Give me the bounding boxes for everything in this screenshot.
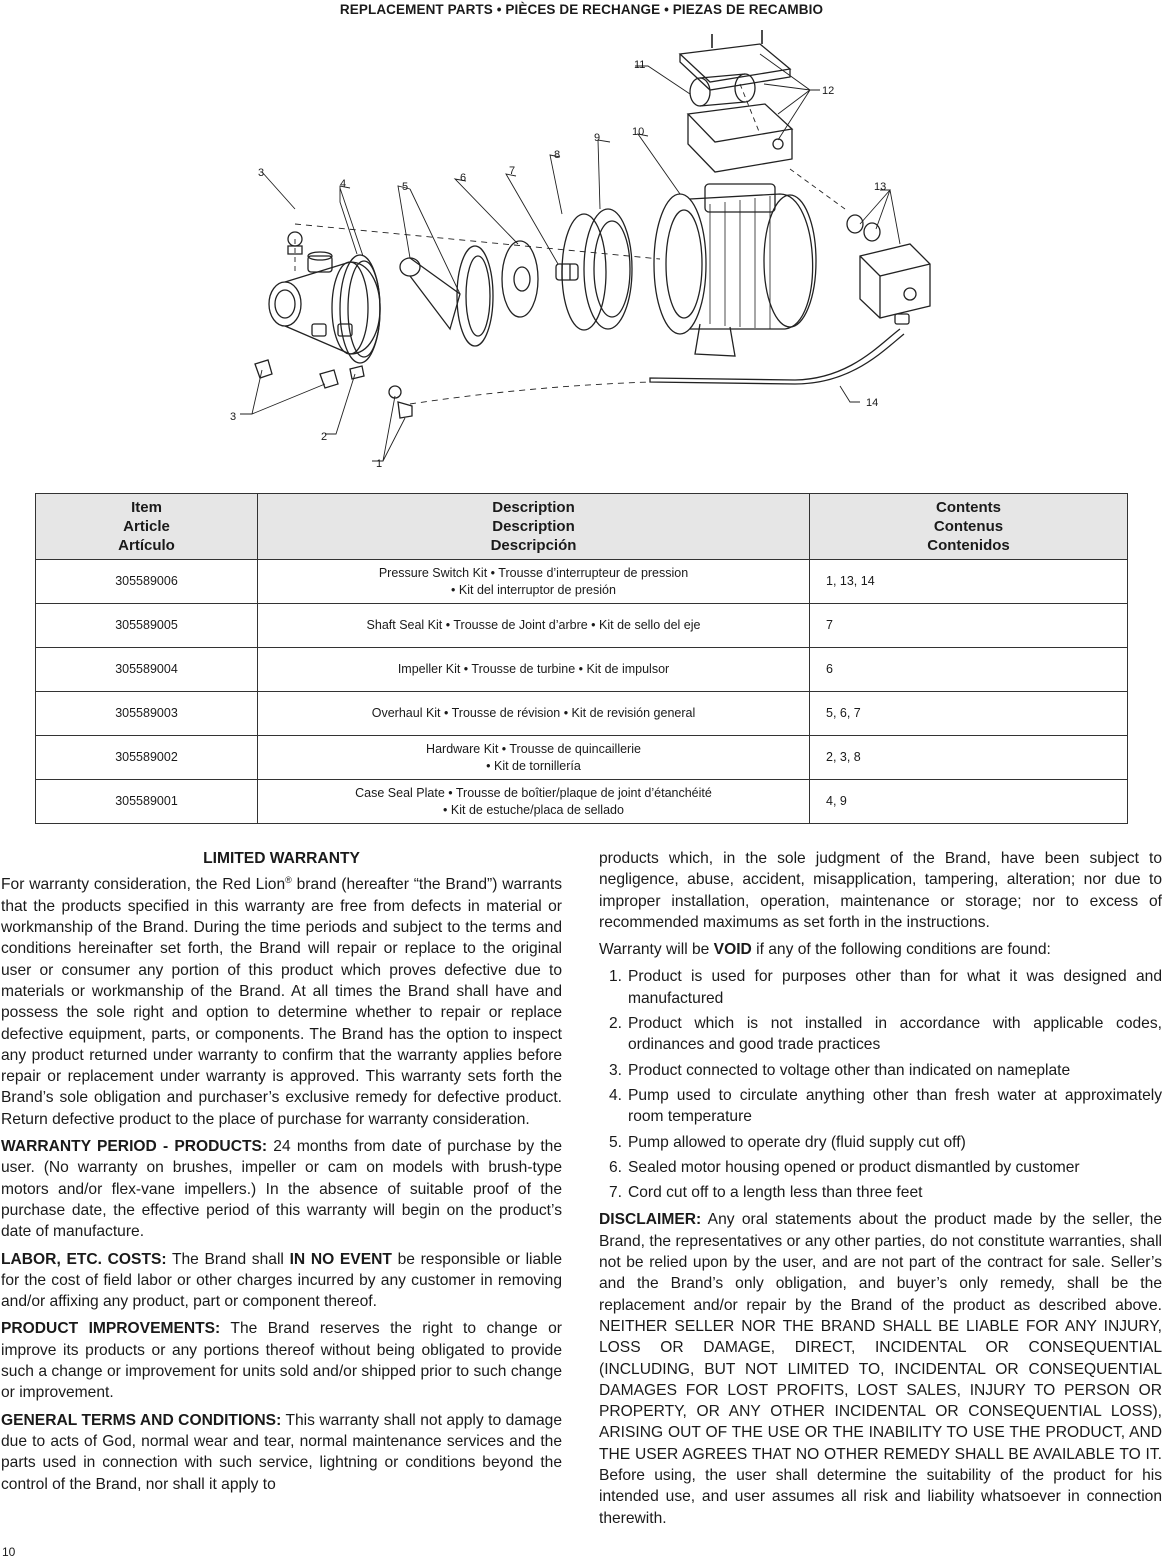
void-conditions-intro: Warranty will be VOID if any of the following conditions are found: <box>599 941 1051 959</box>
table-row <box>36 648 1128 692</box>
list-item: 6. Sealed motor housing opened or product dismantled by customer <box>609 1158 1080 1176</box>
pump-case <box>269 232 380 354</box>
page-number: 10 <box>2 1545 16 1559</box>
callout-5: 5 <box>402 181 409 193</box>
void-conditions-list <box>599 966 1162 1203</box>
callout-9: 9 <box>594 132 601 144</box>
callout-2: 2 <box>321 431 328 443</box>
item-contents: 5, 6, 7 <box>810 692 1128 736</box>
labor-costs: LABOR, ETC. COSTS: The Brand shall IN NO EVENT be responsible or liable for the cost of field labor or other charges incurred by any customer in removing and/or affixing any product, part or component thereof. <box>1 1250 562 1311</box>
replacement-parts-table <box>35 493 1128 824</box>
callout-10: 10 <box>632 126 645 138</box>
item-number: 305589001 <box>36 780 258 824</box>
callout-12: 12 <box>822 85 835 97</box>
list-item: 7. Cord cut off to a length less than three feet <box>609 1184 923 1202</box>
table-header-row <box>36 494 1128 560</box>
general-terms-continued: products which, in the sole judgment of the Brand, have been subject to negligence, abuse, accident, misapplication, tampering, alteration; nor due to improper installation, operation, maintenance or storage; nor to excess of recommended maximums as set forth in the instructions. <box>599 850 1162 931</box>
warranty-left-column <box>1 848 562 1501</box>
item-contents: 6 <box>810 648 1128 692</box>
table-row <box>36 692 1128 736</box>
callout-8: 8 <box>554 149 561 161</box>
item-description: Shaft Seal Kit • Trousse de Joint d’arbre • Kit de sello del eje <box>258 604 810 648</box>
seal-plate <box>584 209 632 329</box>
item-number: 305589006 <box>36 560 258 604</box>
item-contents: 7 <box>810 604 1128 648</box>
warranty-right-column <box>599 848 1162 1535</box>
item-description: Impeller Kit • Trousse de turbine • Kit de impulsor <box>258 648 810 692</box>
table-row <box>36 780 1128 824</box>
item-number: 305589003 <box>36 692 258 736</box>
general-terms-start: GENERAL TERMS AND CONDITIONS: This warranty shall not apply to damage due to acts of God, normal wear and tear, normal maintenance services and the parts used in connection with such service, lightning or conditions beyond the control of the Brand, nor shall it apply to <box>1 1411 563 1493</box>
item-number: 305589004 <box>36 648 258 692</box>
list-item: 2. Product which is not installed in accordance with applicable codes, ordinances and good trade practices <box>609 1015 1162 1054</box>
callout-14: 14 <box>866 397 879 409</box>
motor <box>654 184 816 356</box>
item-description: Pressure Switch Kit • Trousse d’interrupteur de pression • Kit del interruptor de presión <box>258 560 810 604</box>
item-number: 305589002 <box>36 736 258 780</box>
callout-13: 13 <box>874 181 887 193</box>
callout-3-top: 3 <box>258 167 265 179</box>
diffuser-venturi <box>400 246 493 346</box>
product-improvements: PRODUCT IMPROVEMENTS: The Brand reserves the right to change or improve its products or any portions thereof without being obligated to provide such a change or improvement for units sold and/or shipped prior to such change or improvement. <box>1 1320 562 1402</box>
terminal-box-cover <box>680 30 792 172</box>
table-row <box>36 560 1128 604</box>
list-item: 4. Pump used to circulate anything other than fresh water at approximately room temperature <box>609 1086 1162 1126</box>
warranty-title: LIMITED WARRANTY <box>203 850 360 867</box>
item-contents: 1, 13, 14 <box>810 560 1128 604</box>
header-contents: Contents Contenus Contenidos <box>810 494 1128 560</box>
power-cord <box>650 329 904 384</box>
item-description: Overhaul Kit • Trousse de révision • Kit de revisión general <box>258 692 810 736</box>
general-terms-text: This warranty shall not apply to damage due to acts of God, normal wear and tear, normal maintenance services and the parts used in connection with such service, lightning or conditions beyond the control of the Brand, nor shall it apply to <box>1 1411 563 1493</box>
callout-6: 6 <box>460 172 467 184</box>
list-item: 5. Pump allowed to operate dry (fluid supply cut off) <box>609 1133 966 1151</box>
item-contents: 2, 3, 8 <box>810 736 1128 780</box>
warranty-period: WARRANTY PERIOD - PRODUCTS: 24 months from date of purchase by the user. (No warranty on brushes, impeller or cam on models with brush-type motors and/or flex-vane impellers.) In the absence of suitable proof of the purchase date, the effective period of this warranty will begin on the product’s date of manufacture. <box>1 1138 563 1241</box>
item-description: Case Seal Plate • Trousse de boîtier/plaque de joint d’étanchéité • Kit de estuche/placa de sellado <box>258 780 810 824</box>
shaft-seal <box>556 264 578 280</box>
callout-1: 1 <box>376 458 383 470</box>
list-item: 3. Product connected to voltage other than indicated on nameplate <box>609 1061 1071 1079</box>
disclaimer: DISCLAIMER: Any oral statements about the product made by the seller, the Brand, the representatives or any other parties, do not constitute warranties, shall not be relied upon by the user, and are not part of the contract for sale. Seller’s and the Brand’s only obligation, and buyer’s only remedy, shall be the replacement and/or repair by the Brand of the product as described above. NEITHER SELLER NOR THE BRAND SHALL BE LIABLE FOR ANY INJURY, LOSS OR DAMAGE, DIRECT, INCIDENTAL OR CONSEQUENTIAL (INCLUDING, BUT NOT LIMITED TO, INCIDENTAL OR CONSEQUENTIAL DAMAGES FOR LOST PROFITS, LOST SALES, INJURY TO PERSON OR PROPERTY, OR ANY OTHER INCIDENTAL OR CONSEQUENTIAL LOSS), ARISING OUT OF THE USE OR THE INABILITY TO USE THE PRODUCT, AND THE USER AGREES THAT NO OTHER REMEDY SHALL BE AVAILABLE TO IT. Before using, the user shall determine the suitability of the product for his intended use, and user assumes all risk and liability whatsoever in connection therewith. <box>599 1211 1162 1527</box>
exploded-parts-diagram <box>200 24 960 474</box>
header-item: Item Article Artículo <box>36 494 258 560</box>
fitting-connector <box>389 386 412 418</box>
drain-plug <box>255 360 272 378</box>
list-item: 1. Product is used for purposes other than for what it was designed and manufactured <box>609 968 1162 1007</box>
callout-3-bottom: 3 <box>230 411 237 423</box>
callout-7: 7 <box>509 165 516 177</box>
warranty-intro: For warranty consideration, the Red Lion® brand (hereafter “the Brand”) warrants that the products specified in this warranty are free from defects in material or workmanship of the Brand. During the time periods and subject to the terms and conditions hereinafter set forth, the Brand will repair or replace to the original user or consumer any portion of this product which proves defective due to materials or workmanship of the Brand. At all times the Brand shall have and possess the sole right and option to determine whether to repair or replace defective equipment, parts, or components. The Brand has the option to inspect any product returned under warranty to confirm that the warranty applies before repair or replacement under warranty is approved. This warranty sets forth the Brand’s sole obligation and purchaser’s exclusive remedy for defective product. Return defective product to the place of purchase for warranty consideration. <box>1 875 562 1128</box>
item-number: 305589005 <box>36 604 258 648</box>
impeller <box>502 241 538 317</box>
table-row <box>36 736 1128 780</box>
item-description: Hardware Kit • Trousse de quincaillerie • Kit de tornillería <box>258 736 810 780</box>
pump-exploded-view <box>200 24 960 474</box>
page-title: REPLACEMENT PARTS • PIÈCES DE RECHANGE • PIEZAS DE RECAMBIO <box>339 2 824 17</box>
pressure-switch <box>847 215 930 324</box>
callout-4: 4 <box>340 178 347 190</box>
header-description: Description Description Descripción <box>258 494 810 560</box>
callout-11: 11 <box>634 59 646 71</box>
capacitor <box>690 74 755 106</box>
table-row <box>36 604 1128 648</box>
item-contents: 4, 9 <box>810 780 1128 824</box>
